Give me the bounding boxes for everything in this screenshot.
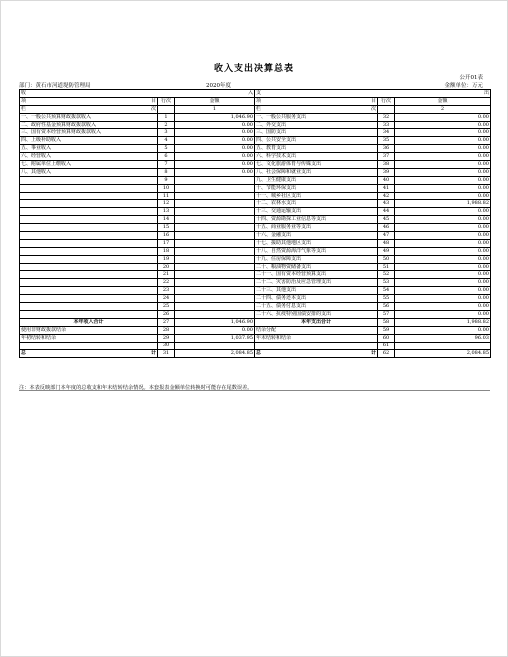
expense-total-label: 本年支出合计 <box>255 318 378 326</box>
line-header-right: 行次 <box>378 97 395 105</box>
expense-total-line: 58 <box>378 318 395 326</box>
expense-amount-cell: 0.00 <box>395 255 491 263</box>
expense-amount-cell: 0.00 <box>395 208 491 216</box>
expense-line-cell: 44 <box>378 208 395 216</box>
income-item-cell <box>20 310 158 318</box>
expense-item-cell: 二十四、债务还本支出 <box>255 295 378 303</box>
expense-line-cell: 53 <box>378 279 395 287</box>
table-row <box>20 334 491 342</box>
expense-line-cell: 36 <box>378 145 395 153</box>
expense-line-cell: 48 <box>378 239 395 247</box>
expense-header-label-out: 出 <box>483 89 489 96</box>
income-item-cell: 八、其他收入 <box>20 168 158 176</box>
table-row <box>20 310 491 318</box>
income-amount-cell: 0.00 <box>175 168 255 176</box>
table-row <box>20 255 491 263</box>
item-header-left <box>20 97 158 105</box>
income-item-cell: 五、事业收入 <box>20 145 158 153</box>
expense-item-cell: 十九、住房保障支出 <box>255 255 378 263</box>
expense-amount-cell: 0.00 <box>395 121 491 129</box>
grand-total-left-amount: 2,084.85 <box>175 350 255 358</box>
table-row <box>20 137 491 145</box>
income-item-cell <box>20 342 158 350</box>
income-line-cell: 26 <box>158 310 175 318</box>
expense-amount-cell: 0.00 <box>395 161 491 169</box>
expense-line-cell: 57 <box>378 310 395 318</box>
expense-amount-cell: 0.00 <box>395 216 491 224</box>
income-amount-cell <box>175 295 255 303</box>
department-label: 部门：黄石市河道堤防管理局 <box>19 83 91 89</box>
expense-line-cell: 47 <box>378 232 395 240</box>
expense-line-cell: 33 <box>378 121 395 129</box>
table-row <box>20 216 491 224</box>
col-header-left <box>20 105 158 113</box>
expense-total-amount: 1,988.82 <box>395 318 491 326</box>
income-item-cell: 三、国有资本经营预算财政拨款收入 <box>20 129 158 137</box>
item-header-left-a: 项 <box>21 97 27 104</box>
income-line-cell: 16 <box>158 232 175 240</box>
income-item-cell: 一、一般公共预算财政拨款收入 <box>20 113 158 121</box>
expense-item-cell: 十四、资源勘探工业信息等支出 <box>255 216 378 224</box>
income-item-cell <box>20 263 158 271</box>
table-row <box>20 161 491 169</box>
table-row <box>20 200 491 208</box>
income-line-cell: 23 <box>158 287 175 295</box>
income-amount-cell <box>175 200 255 208</box>
expense-line-cell: 46 <box>378 224 395 232</box>
expense-line-cell: 42 <box>378 192 395 200</box>
expense-item-cell: 三、国防支出 <box>255 129 378 137</box>
grand-total-right-label <box>255 350 378 358</box>
col-header-left-blank <box>158 105 175 113</box>
expense-amount-cell: 0.00 <box>395 271 491 279</box>
income-line-cell: 7 <box>158 161 175 169</box>
income-line-cell: 14 <box>158 216 175 224</box>
expense-item-cell: 结余分配 <box>255 326 378 334</box>
income-total-label: 本年收入合计 <box>20 318 158 326</box>
income-amount-cell <box>175 224 255 232</box>
expense-item-cell: 二十五、债务付息支出 <box>255 303 378 311</box>
income-line-cell: 18 <box>158 247 175 255</box>
expense-item-cell: 二十、粮油物资储备支出 <box>255 263 378 271</box>
expense-line-cell: 56 <box>378 303 395 311</box>
income-line-cell: 2 <box>158 121 175 129</box>
table-row <box>20 153 491 161</box>
income-line-cell: 28 <box>158 326 175 334</box>
table-row <box>20 224 491 232</box>
totals-row <box>20 318 491 326</box>
income-line-cell: 9 <box>158 176 175 184</box>
expense-line-cell: 61 <box>378 342 395 350</box>
expense-amount-cell: 0.00 <box>395 192 491 200</box>
col-header-right <box>255 105 378 113</box>
income-amount-cell <box>175 310 255 318</box>
expense-line-cell: 34 <box>378 129 395 137</box>
table-row <box>20 129 491 137</box>
income-item-cell <box>20 232 158 240</box>
income-item-cell: 四、上级补助收入 <box>20 137 158 145</box>
form-number: 公开01表 <box>459 75 483 81</box>
income-amount-cell <box>175 263 255 271</box>
income-line-cell: 21 <box>158 271 175 279</box>
expense-line-cell: 40 <box>378 176 395 184</box>
table-row <box>20 342 491 350</box>
expense-amount-cell: 0.00 <box>395 326 491 334</box>
expense-item-cell: 五、教育支出 <box>255 145 378 153</box>
expense-amount-cell: 0.00 <box>395 232 491 240</box>
income-item-cell <box>20 224 158 232</box>
income-line-cell: 1 <box>158 113 175 121</box>
income-amount-cell: 0.00 <box>175 121 255 129</box>
income-amount-cell: 0.00 <box>175 145 255 153</box>
income-item-cell <box>20 303 158 311</box>
table-row <box>20 263 491 271</box>
income-amount-cell: 0.00 <box>175 161 255 169</box>
income-amount-cell <box>175 247 255 255</box>
income-line-cell: 13 <box>158 208 175 216</box>
header-row-1 <box>20 90 491 98</box>
grand-total-right-label-b: 计 <box>370 350 376 357</box>
expense-item-cell: 十、节能环保支出 <box>255 184 378 192</box>
expense-amount-cell: 0.00 <box>395 129 491 137</box>
expense-item-cell: 十二、农林水支出 <box>255 200 378 208</box>
expense-line-cell: 55 <box>378 295 395 303</box>
expense-amount-cell: 0.00 <box>395 263 491 271</box>
expense-amount-cell: 0.00 <box>395 279 491 287</box>
expense-header-cell <box>255 90 491 98</box>
income-line-cell: 10 <box>158 184 175 192</box>
income-item-cell: 二、政府性基金预算财政拨款收入 <box>20 121 158 129</box>
expense-item-cell: 十七、援助其他地区支出 <box>255 239 378 247</box>
income-item-cell <box>20 192 158 200</box>
expense-item-cell: 十六、金融支出 <box>255 232 378 240</box>
table-row <box>20 168 491 176</box>
amount-header-left: 金额 <box>175 97 255 105</box>
income-amount-cell <box>175 303 255 311</box>
income-amount-cell: 0.00 <box>175 129 255 137</box>
income-header-cell <box>20 90 255 98</box>
table-row <box>20 295 491 303</box>
income-line-cell: 20 <box>158 263 175 271</box>
income-item-cell <box>20 216 158 224</box>
table-row <box>20 208 491 216</box>
col-index-2: 2 <box>395 105 491 113</box>
income-line-cell: 6 <box>158 153 175 161</box>
col-header-left-a: 栏 <box>21 105 27 112</box>
expense-line-cell: 43 <box>378 200 395 208</box>
income-line-cell: 12 <box>158 200 175 208</box>
expense-amount-cell: 96.03 <box>395 334 491 342</box>
expense-amount-cell: 0.00 <box>395 224 491 232</box>
income-amount-cell: 0.00 <box>175 153 255 161</box>
income-item-cell <box>20 287 158 295</box>
report-title: 收入支出决算总表 <box>213 64 294 74</box>
income-item-cell: 七、附属单位上缴收入 <box>20 161 158 169</box>
expense-item-cell: 二十一、国有资本经营预算支出 <box>255 271 378 279</box>
income-line-cell: 19 <box>158 255 175 263</box>
expense-item-cell: 七、文化旅游体育与传媒支出 <box>255 161 378 169</box>
expense-item-cell: 二十六、抗疫特别国债安排的支出 <box>255 310 378 318</box>
expense-item-cell: 二十二、灾害防治及应急管理支出 <box>255 279 378 287</box>
expense-amount-cell: 0.00 <box>395 168 491 176</box>
item-header-right <box>255 97 378 105</box>
expense-line-cell: 38 <box>378 161 395 169</box>
expense-line-cell: 41 <box>378 184 395 192</box>
summary-table <box>19 89 491 358</box>
income-line-cell: 5 <box>158 145 175 153</box>
income-amount-cell <box>175 176 255 184</box>
income-item-cell: 六、经营收入 <box>20 153 158 161</box>
expense-item-cell: 十八、自然资源海洋气象等支出 <box>255 247 378 255</box>
income-amount-cell: 0.00 <box>175 326 255 334</box>
income-amount-cell <box>175 184 255 192</box>
expense-item-cell: 九、卫生健康支出 <box>255 176 378 184</box>
table-row <box>20 326 491 334</box>
income-amount-cell <box>175 255 255 263</box>
footer-rule <box>19 390 490 391</box>
income-total-line: 27 <box>158 318 175 326</box>
expense-item-cell: 六、科学技术支出 <box>255 153 378 161</box>
table-row <box>20 121 491 129</box>
income-line-cell: 24 <box>158 295 175 303</box>
income-amount-cell <box>175 279 255 287</box>
expense-amount-cell <box>395 342 491 350</box>
col-header-right-blank <box>378 105 395 113</box>
expense-line-cell: 59 <box>378 326 395 334</box>
col-header-right-b: 次 <box>370 105 376 112</box>
expense-line-cell: 51 <box>378 263 395 271</box>
expense-line-cell: 60 <box>378 334 395 342</box>
expense-line-cell: 35 <box>378 137 395 145</box>
income-item-cell <box>20 247 158 255</box>
income-line-cell: 15 <box>158 224 175 232</box>
income-item-cell <box>20 200 158 208</box>
expense-line-cell: 39 <box>378 168 395 176</box>
expense-amount-cell: 0.00 <box>395 247 491 255</box>
table-row <box>20 279 491 287</box>
income-item-cell <box>20 184 158 192</box>
expense-item-cell: 二、外交支出 <box>255 121 378 129</box>
income-line-cell: 11 <box>158 192 175 200</box>
table-row <box>20 271 491 279</box>
income-amount-cell: 1,046.90 <box>175 113 255 121</box>
item-header-right-b: 目 <box>370 97 376 104</box>
table-row <box>20 247 491 255</box>
income-header-label-in: 入 <box>247 89 253 96</box>
expense-line-cell: 37 <box>378 153 395 161</box>
grand-total-left-label <box>20 350 158 358</box>
grand-total-right-label-a: 总 <box>256 350 262 357</box>
income-amount-cell <box>175 216 255 224</box>
income-header-label: 收 <box>21 89 27 96</box>
footnote: 注：本表反映部门本年度的总收支和年末结转结余情况。本套报表金额单位转换时可能存在尾数误差。 <box>19 385 253 391</box>
expense-header-label: 支 <box>256 89 262 96</box>
expense-item-cell: 十三、交通运输支出 <box>255 208 378 216</box>
expense-line-cell: 49 <box>378 247 395 255</box>
expense-amount-cell: 1,988.82 <box>395 200 491 208</box>
income-amount-cell <box>175 208 255 216</box>
grand-total-left-line: 31 <box>158 350 175 358</box>
table-row <box>20 176 491 184</box>
table-row <box>20 113 491 121</box>
expense-line-cell: 32 <box>378 113 395 121</box>
grand-total-left-label-a: 总 <box>21 350 27 357</box>
col-header-right-a: 栏 <box>256 105 262 112</box>
income-line-cell: 8 <box>158 168 175 176</box>
expense-amount-cell: 0.00 <box>395 176 491 184</box>
table-row <box>20 145 491 153</box>
expense-item-cell: 十一、城乡社区支出 <box>255 192 378 200</box>
expense-amount-cell: 0.00 <box>395 137 491 145</box>
table-row <box>20 184 491 192</box>
expense-item-cell: 二十三、其他支出 <box>255 287 378 295</box>
expense-item-cell: 一、一般公共服务支出 <box>255 113 378 121</box>
income-total-amount: 1,046.90 <box>175 318 255 326</box>
income-line-cell: 25 <box>158 303 175 311</box>
item-header-right-a: 项 <box>256 97 262 104</box>
table-row <box>20 303 491 311</box>
income-item-cell <box>20 271 158 279</box>
table-row <box>20 287 491 295</box>
col-index-1: 1 <box>175 105 255 113</box>
table-row <box>20 239 491 247</box>
grand-total-left-label-b: 计 <box>150 350 156 357</box>
header-row-2 <box>20 97 491 105</box>
income-line-cell: 4 <box>158 137 175 145</box>
col-header-left-b: 次 <box>150 105 156 112</box>
expense-amount-cell: 0.00 <box>395 303 491 311</box>
income-amount-cell: 0.00 <box>175 137 255 145</box>
income-item-cell: 年初结转和结余 <box>20 334 158 342</box>
expense-amount-cell: 0.00 <box>395 113 491 121</box>
income-item-cell <box>20 208 158 216</box>
expense-item-cell: 十五、商业服务业等支出 <box>255 224 378 232</box>
expense-line-cell: 45 <box>378 216 395 224</box>
expense-amount-cell: 0.00 <box>395 145 491 153</box>
income-line-cell: 17 <box>158 239 175 247</box>
expense-amount-cell: 0.00 <box>395 184 491 192</box>
income-amount-cell <box>175 192 255 200</box>
income-amount-cell: 1,037.95 <box>175 334 255 342</box>
income-item-cell <box>20 239 158 247</box>
income-line-cell: 30 <box>158 342 175 350</box>
unit-label: 金额单位：万元 <box>444 83 483 89</box>
expense-amount-cell: 0.00 <box>395 287 491 295</box>
grand-total-right-line: 62 <box>378 350 395 358</box>
income-amount-cell <box>175 342 255 350</box>
table-row <box>20 232 491 240</box>
expense-amount-cell: 0.00 <box>395 310 491 318</box>
income-amount-cell <box>175 271 255 279</box>
income-line-cell: 3 <box>158 129 175 137</box>
line-header-left: 行次 <box>158 97 175 105</box>
income-item-cell <box>20 176 158 184</box>
expense-amount-cell: 0.00 <box>395 153 491 161</box>
amount-header-right: 金额 <box>395 97 491 105</box>
expense-line-cell: 52 <box>378 271 395 279</box>
income-item-cell <box>20 255 158 263</box>
income-amount-cell <box>175 232 255 240</box>
grand-total-row <box>20 350 491 358</box>
expense-amount-cell: 0.00 <box>395 239 491 247</box>
income-item-cell: 使用非财政拨款结余 <box>20 326 158 334</box>
expense-line-cell: 54 <box>378 287 395 295</box>
grand-total-right-amount: 2,084.85 <box>395 350 491 358</box>
expense-item-cell: 四、公共安全支出 <box>255 137 378 145</box>
year-label: 2020年度 <box>206 83 231 89</box>
income-line-cell: 29 <box>158 334 175 342</box>
income-amount-cell <box>175 287 255 295</box>
expense-item-cell: 八、社会保障和就业支出 <box>255 168 378 176</box>
expense-amount-cell: 0.00 <box>395 295 491 303</box>
header-row-3 <box>20 105 491 113</box>
table-row <box>20 192 491 200</box>
expense-item-cell: 年末结转和结余 <box>255 334 378 342</box>
expense-line-cell: 50 <box>378 255 395 263</box>
expense-item-cell <box>255 342 378 350</box>
income-amount-cell <box>175 239 255 247</box>
income-item-cell <box>20 295 158 303</box>
item-header-left-b: 目 <box>150 97 156 104</box>
income-line-cell: 22 <box>158 279 175 287</box>
income-item-cell <box>20 279 158 287</box>
